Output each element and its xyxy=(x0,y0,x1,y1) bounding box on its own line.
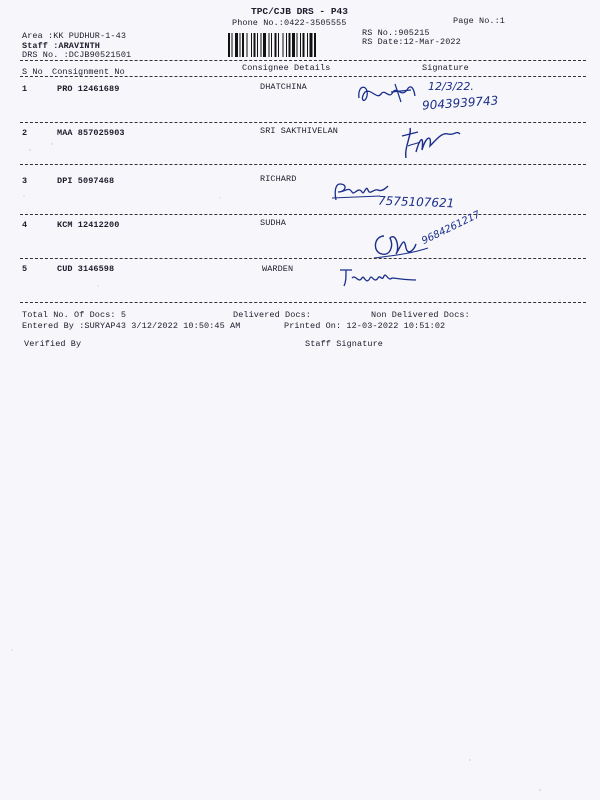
rs-date: RS Date:12-Mar-2022 xyxy=(362,37,461,47)
row-consignment-no: PRO 12461689 xyxy=(57,84,120,94)
col-header-sno: S No xyxy=(22,67,43,77)
row-consignee: SUDHA xyxy=(260,218,287,228)
row-sno: 1 xyxy=(22,84,28,94)
row-sno: 4 xyxy=(22,220,28,230)
row-consignee: DHATCHINA xyxy=(260,82,307,92)
area-label: Area :KK PUDHUR-1-43 xyxy=(22,31,127,41)
row-consignment-no: KCM 12412200 xyxy=(57,220,120,230)
row-consignment-no: MAA 857025903 xyxy=(57,128,125,138)
row-consignee: RICHARD xyxy=(260,174,297,184)
entered-by: Entered By :SURYAP43 3/12/2022 10:50:45 AM xyxy=(22,321,241,331)
col-header-consignment: Consignment No xyxy=(52,67,125,77)
verified-by: Verified By xyxy=(24,339,82,349)
row-sno: 2 xyxy=(22,128,28,138)
signature-date: 12/3/22. xyxy=(428,80,474,93)
row-sno: 5 xyxy=(22,264,28,274)
row-consignee: SRI SAKTHIVELAN xyxy=(260,126,339,136)
non-delivered-docs: Non Delivered Docs: xyxy=(371,310,470,320)
col-header-signature: Signature xyxy=(422,63,469,73)
staff-signature: Staff Signature xyxy=(305,339,384,349)
signature-phone: 9043939743 xyxy=(421,93,499,113)
delivered-docs: Delivered Docs: xyxy=(233,310,312,320)
drs-number: DRS No. :DCJB90521501 xyxy=(22,50,132,60)
document-title: TPC/CJB DRS - P43 xyxy=(251,6,348,17)
signature-phone: 7575107621 xyxy=(377,193,455,211)
total-docs: Total No. Of Docs: 5 xyxy=(22,310,127,320)
signature-phone: 9684261217 xyxy=(420,209,483,247)
col-header-consignee: Consignee Details xyxy=(242,63,331,73)
rs-number: RS No.:905215 xyxy=(362,28,430,38)
staff-label: Staff :ARAVINTH xyxy=(22,41,101,51)
row-consignment-no: DPI 5097468 xyxy=(57,176,115,186)
printed-on: Printed On: 12-03-2022 10:51:02 xyxy=(284,321,446,331)
row-consignment-no: CUD 3146598 xyxy=(57,264,115,274)
row-sno: 3 xyxy=(22,176,28,186)
row-consignee: WARDEN xyxy=(262,264,294,274)
page-number: Page No.:1 xyxy=(453,16,506,26)
phone-number: Phone No.:0422-3505555 xyxy=(232,18,347,28)
